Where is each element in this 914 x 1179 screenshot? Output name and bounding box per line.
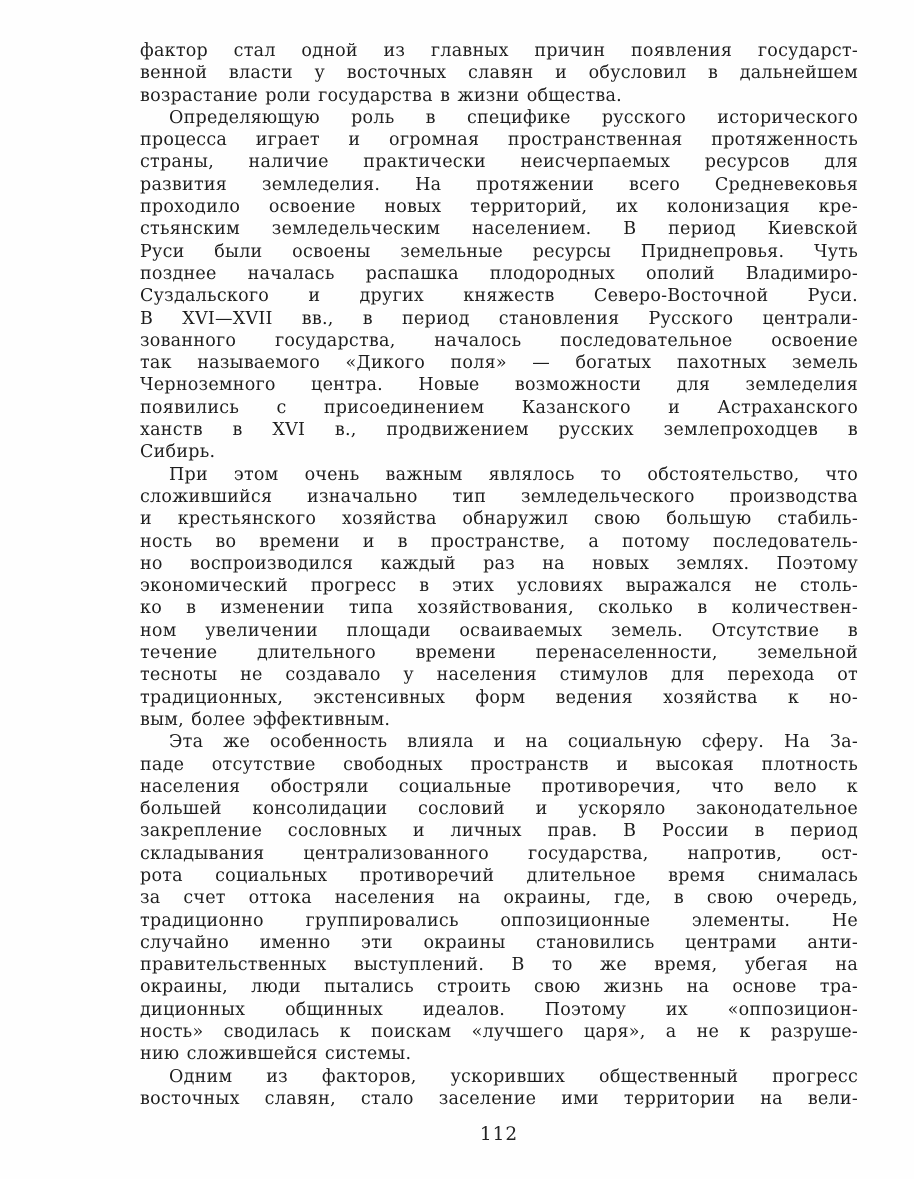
page-text bbox=[140, 40, 858, 1110]
text-line: закрепление сословных и личных прав. В России в период bbox=[140, 821, 858, 842]
text-line: паде отсутствие свободных пространств и высокая плотность bbox=[140, 754, 858, 775]
text-line: тесноты не создавало у населения стимулов для перехода от bbox=[140, 665, 858, 686]
text-line: Эта же особенность влияла и на социальную сферу. На За- bbox=[169, 732, 858, 753]
text-line: нию сложившейся системы. bbox=[140, 1044, 412, 1065]
page-number: 112 bbox=[479, 1124, 519, 1145]
text-line: зованного государства, началось последовательное освоение bbox=[140, 330, 858, 351]
text-line: экономический прогресс в этих условиях выражался не столь- bbox=[140, 576, 858, 597]
text-line: и крестьянского хозяйства обнаружил свою большую стабиль- bbox=[140, 509, 858, 530]
text-line: диционных общинных идеалов. Поэтому их «оппозицион- bbox=[140, 999, 858, 1020]
text-line: ность во времени и в пространстве, а потому последователь- bbox=[140, 531, 858, 552]
text-line: возрастание роли государства в жизни общества. bbox=[140, 85, 622, 106]
text-line: традиционных, экстенсивных форм ведения хозяйства к но- bbox=[140, 687, 858, 708]
text-line: процесса играет и огромная пространственная протяженность bbox=[140, 130, 858, 151]
text-line: рота социальных противоречий длительное время снималась bbox=[140, 865, 858, 886]
text-line: Руси были освоены земельные ресурсы Приднепровья. Чуть bbox=[140, 241, 858, 262]
text-line: страны, наличие практически неисчерпаемых ресурсов для bbox=[140, 152, 858, 173]
text-line: окраины, люди пытались строить свою жизнь на основе тра- bbox=[140, 977, 858, 998]
text-line: вым, более эффективным. bbox=[140, 709, 391, 730]
text-line: так называемого «Дикого поля» — богатых пахотных земель bbox=[140, 353, 858, 374]
text-line: ном увеличении площади осваиваемых земель. Отсутствие в bbox=[140, 620, 858, 641]
text-line: восточных славян, стало заселение ими территории на вели- bbox=[140, 1088, 858, 1109]
text-line: большей консолидации сословий и ускоряло законодательное bbox=[140, 799, 858, 820]
text-line: Черноземного центра. Новые возможности для земледелия bbox=[140, 375, 858, 396]
text-line: венной власти у восточных славян и обусловил в дальнейшем bbox=[140, 63, 858, 84]
text-line: ность» сводилась к поискам «лучшего царя», а не к разруше- bbox=[140, 1022, 858, 1043]
text-line: При этом очень важным являлось то обстоятельство, что bbox=[169, 464, 858, 485]
text-line: Суздальского и других княжеств Северо-Восточной Руси. bbox=[140, 286, 858, 307]
text-line: позднее началась распашка плодородных ополий Владимиро- bbox=[140, 263, 858, 284]
text-line: Сибирь. bbox=[140, 442, 216, 463]
text-line: появились с присоединением Казанского и Астраханского bbox=[140, 397, 858, 418]
text-line: ханств в XVI в., продвижением русских землепроходцев в bbox=[140, 420, 858, 441]
text-line: но воспроизводился каждый раз на новых землях. Поэтому bbox=[140, 553, 858, 574]
text-line: традиционно группировались оппозиционные элементы. Не bbox=[140, 910, 858, 931]
text-line: Одним из факторов, ускоривших общественный прогресс bbox=[169, 1066, 858, 1087]
text-line: течение длительного времени перенаселенности, земельной bbox=[140, 643, 858, 664]
text-line: складывания централизованного государства, напротив, ост- bbox=[140, 843, 858, 864]
text-line: фактор стал одной из главных причин появления государст- bbox=[140, 41, 858, 61]
text-line: развития земледелия. На протяжении всего Средневековья bbox=[140, 174, 858, 195]
text-line: правительственных выступлений. В то же время, убегая на bbox=[140, 955, 858, 976]
text-line: за счет оттока населения на окраины, где, в свою очередь, bbox=[140, 888, 858, 909]
text-line: сложившийся изначально тип земледельческого производства bbox=[140, 486, 858, 507]
text-line: случайно именно эти окраины становились центрами анти- bbox=[140, 932, 858, 953]
text-line: стьянским земледельческим населением. В период Киевской bbox=[140, 219, 858, 240]
text-line: населения обостряли социальные противоречия, что вело к bbox=[140, 776, 858, 797]
text-line: ко в изменении типа хозяйствования, сколько в количествен- bbox=[140, 598, 858, 619]
text-line: Определяющую роль в специфике русского исторического bbox=[169, 107, 858, 128]
text-line: проходило освоение новых территорий, их колонизация кре- bbox=[140, 197, 858, 218]
text-line: В XVI—XVII вв., в период становления Русского централи- bbox=[140, 308, 858, 329]
